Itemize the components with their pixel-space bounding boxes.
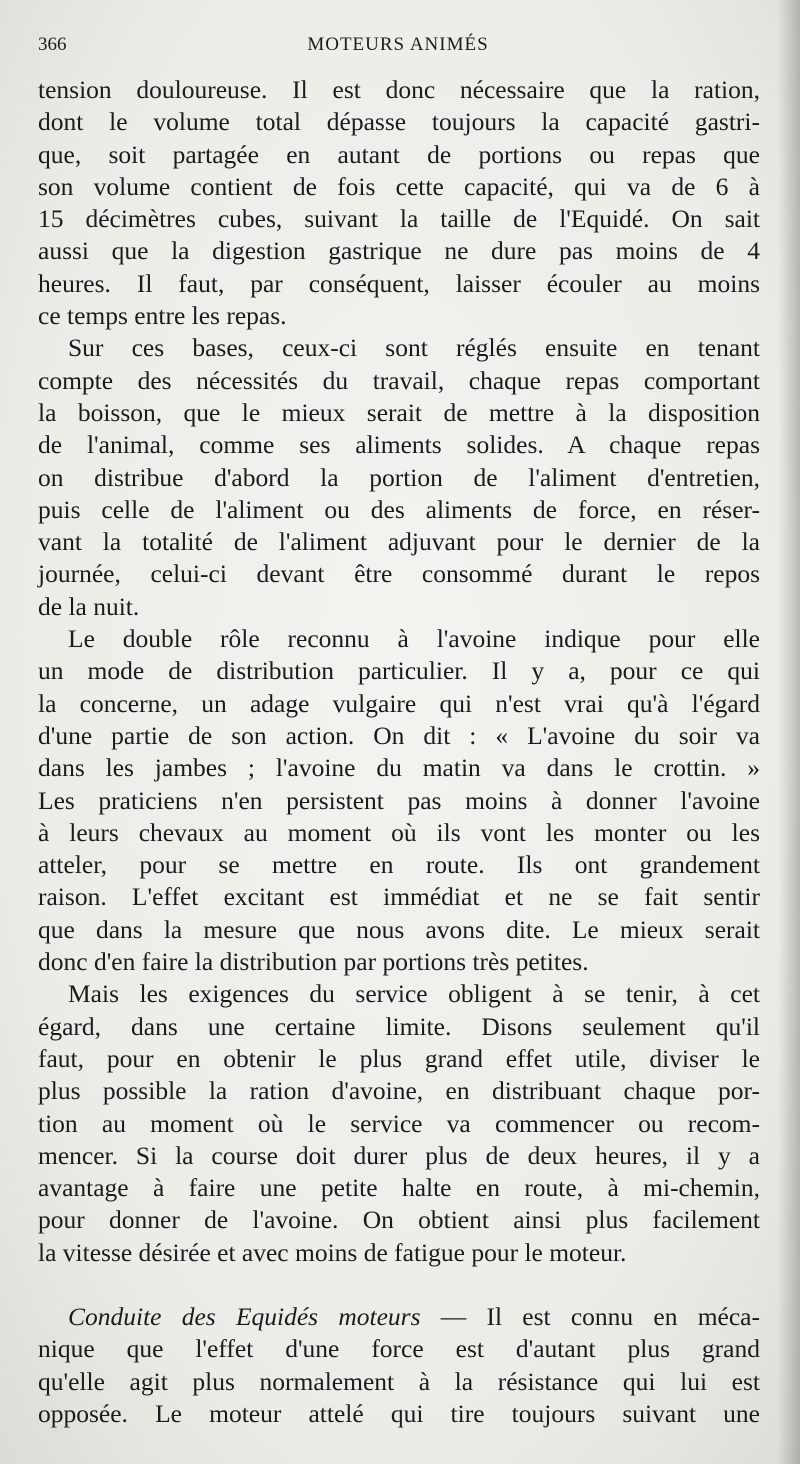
text-line: dont le volume total dépasse toujours la capacité gastri- — [38, 107, 760, 137]
paragraph — [38, 623, 760, 978]
section-first-line-text: Il est connu en méca- — [486, 1301, 760, 1331]
running-title: MOTEURS ANIMÉS — [307, 34, 489, 55]
section-heading: Conduite des Equidés moteurs — [68, 1301, 421, 1331]
text-line: tension douloureuse. Il est donc nécessaire que la ration, — [38, 75, 760, 104]
text-line: ce temps entre les repas. — [38, 301, 287, 331]
text-line: mencer. Si la course doit durer plus de deux heures, il y a — [38, 1140, 760, 1170]
page-header — [38, 30, 758, 64]
body-text — [38, 74, 760, 1430]
text-line: pour donner de l'avoine. On obtient ainsi plus facilement — [38, 1205, 760, 1235]
text-line: égard, dans une certaine limite. Disons seulement qu'il — [38, 1011, 760, 1041]
paragraph — [38, 74, 760, 332]
text-line: la vitesse désirée et avec moins de fatigue pour le moteur. — [38, 1237, 627, 1267]
text-line: vant la totalité de l'aliment adjuvant pour le dernier de la — [38, 527, 760, 557]
text-line: avantage à faire une petite halte en route, à mi-chemin, — [38, 1173, 760, 1203]
heading-separator: — — [420, 1301, 487, 1331]
text-line: plus possible la ration d'avoine, en distribuant chaque por- — [38, 1076, 760, 1106]
page-number: 366 — [38, 34, 67, 55]
text-line: atteler, pour se mettre en route. Ils ont grandement — [38, 850, 760, 880]
text-line: faut, pour en obtenir le plus grand effet utile, diviser le — [38, 1043, 760, 1073]
paragraph — [38, 332, 760, 623]
section — [38, 1301, 760, 1430]
text-line: tion au moment où le service va commencer ou recom- — [38, 1108, 760, 1138]
text-line: d'une partie de son action. On dit : « L'avoine du soir va — [38, 720, 760, 750]
text-line — [38, 1301, 760, 1333]
text-line: Sur ces bases, ceux-ci sont réglés ensuite en tenant — [68, 333, 760, 363]
text-line: compte des nécessités du travail, chaque repas comportant — [38, 365, 760, 395]
text-line: de la nuit. — [38, 591, 140, 621]
text-line: la boisson, que le mieux serait de mettre à la disposition — [38, 397, 760, 427]
text-line: heures. Il faut, par conséquent, laisser écouler au moins — [38, 268, 760, 298]
text-line: de l'animal, comme ses aliments solides. A chaque repas — [38, 430, 760, 460]
section-spacer — [38, 1269, 760, 1301]
text-line: à leurs chevaux au moment où ils vont les monter ou les — [38, 817, 760, 847]
text-line: que, soit partagée en autant de portions ou repas que — [38, 139, 760, 169]
text-line: journée, celui-ci devant être consommé durant le repos — [38, 559, 760, 589]
text-line: qu'elle agit plus normalement à la résistance qui lui est — [38, 1366, 760, 1396]
text-line: Le double rôle reconnu à l'avoine indique pour elle — [68, 624, 760, 654]
text-line: dans les jambes ; l'avoine du matin va dans le crottin. » — [38, 753, 760, 783]
text-line: donc d'en faire la distribution par portions très petites. — [38, 947, 589, 977]
text-line: 15 décimètres cubes, suivant la taille de l'Equidé. On sait — [38, 204, 760, 234]
page-gutter-shadow — [778, 0, 800, 1464]
text-line: que dans la mesure que nous avons dite. Le mieux serait — [38, 914, 760, 944]
text-line: opposée. Le moteur attelé qui tire toujours suivant une — [38, 1398, 760, 1428]
text-line: un mode de distribution particulier. Il y a, pour ce qui — [38, 656, 760, 686]
text-line: puis celle de l'aliment ou des aliments de force, en réser- — [38, 494, 760, 524]
text-line: raison. L'effet excitant est immédiat et ne se fait sentir — [38, 882, 760, 912]
paragraph — [38, 978, 760, 1269]
text-line: on distribue d'abord la portion de l'aliment d'entretien, — [38, 462, 760, 492]
text-line: Mais les exigences du service obligent à se tenir, à cet — [68, 979, 760, 1009]
text-line: Les praticiens n'en persistent pas moins à donner l'avoine — [38, 785, 760, 815]
text-line: son volume contient de fois cette capacité, qui va de 6 à — [38, 171, 760, 201]
text-line: nique que l'effet d'une force est d'autant plus grand — [38, 1334, 760, 1364]
text-line: la concerne, un adage vulgaire qui n'est vrai qu'à l'égard — [38, 688, 760, 718]
text-line: aussi que la digestion gastrique ne dure pas moins de 4 — [38, 236, 760, 266]
